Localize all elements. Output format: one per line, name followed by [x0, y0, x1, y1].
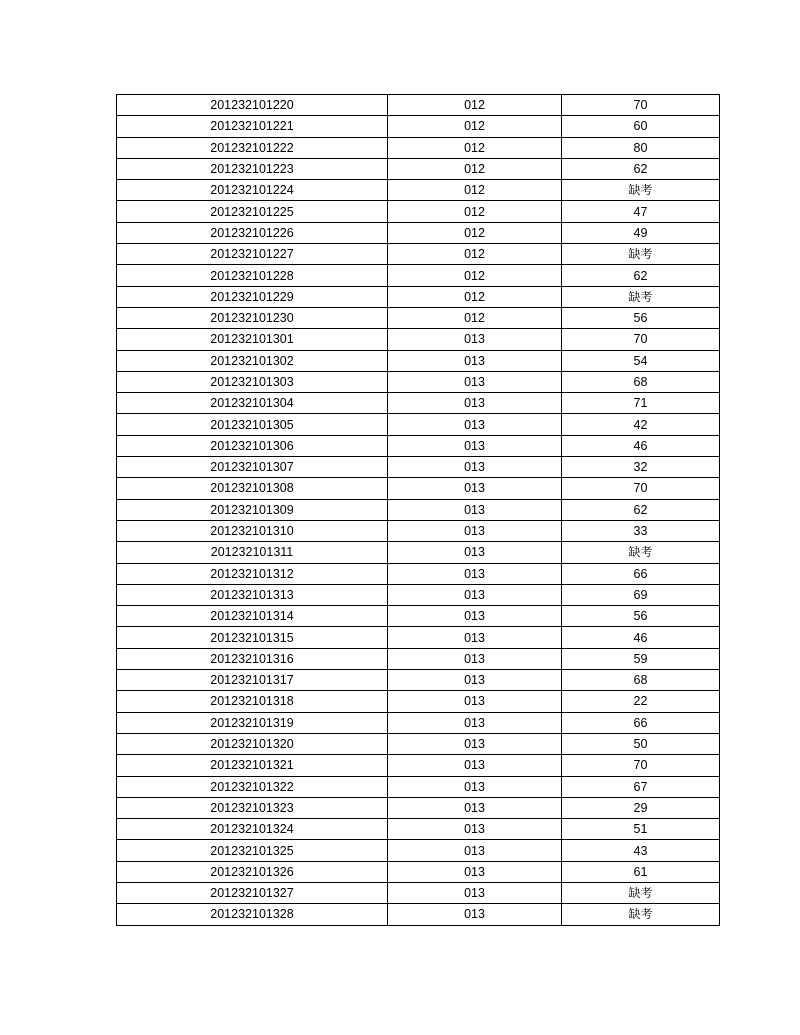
- table-row: [117, 478, 720, 499]
- table-row: [117, 371, 720, 392]
- table-row: [117, 180, 720, 201]
- student-id-cell: 201232101228: [117, 265, 388, 286]
- student-id-cell: 201232101230: [117, 307, 388, 328]
- table-row: [117, 840, 720, 861]
- student-id-cell: 201232101226: [117, 222, 388, 243]
- class-code-cell: 012: [388, 158, 562, 179]
- class-code-cell: 013: [388, 733, 562, 754]
- class-code-cell: 013: [388, 371, 562, 392]
- table-row: [117, 222, 720, 243]
- student-id-cell: 201232101307: [117, 457, 388, 478]
- score-cell: 66: [562, 563, 720, 584]
- student-id-cell: 201232101225: [117, 201, 388, 222]
- class-code-cell: 012: [388, 222, 562, 243]
- score-cell: 32: [562, 457, 720, 478]
- student-id-cell: 201232101319: [117, 712, 388, 733]
- score-cell: 56: [562, 307, 720, 328]
- score-cell: 47: [562, 201, 720, 222]
- table-row: [117, 627, 720, 648]
- student-id-cell: 201232101311: [117, 542, 388, 563]
- student-id-cell: 201232101305: [117, 414, 388, 435]
- table-row: [117, 265, 720, 286]
- student-id-cell: 201232101327: [117, 882, 388, 903]
- class-code-cell: 013: [388, 606, 562, 627]
- table-row: [117, 776, 720, 797]
- class-code-cell: 013: [388, 776, 562, 797]
- student-id-cell: 201232101317: [117, 670, 388, 691]
- score-table-body: [117, 95, 720, 926]
- class-code-cell: 013: [388, 712, 562, 733]
- table-row: [117, 648, 720, 669]
- score-cell: 49: [562, 222, 720, 243]
- score-cell: 缺考: [562, 244, 720, 265]
- student-id-cell: 201232101320: [117, 733, 388, 754]
- score-cell: 46: [562, 435, 720, 456]
- score-cell: 70: [562, 755, 720, 776]
- score-cell: 80: [562, 137, 720, 158]
- table-row: [117, 329, 720, 350]
- class-code-cell: 013: [388, 670, 562, 691]
- class-code-cell: 013: [388, 882, 562, 903]
- class-code-cell: 013: [388, 414, 562, 435]
- class-code-cell: 013: [388, 904, 562, 925]
- table-row: [117, 861, 720, 882]
- table-row: [117, 393, 720, 414]
- score-cell: 54: [562, 350, 720, 371]
- class-code-cell: 013: [388, 563, 562, 584]
- score-cell: 56: [562, 606, 720, 627]
- class-code-cell: 013: [388, 648, 562, 669]
- student-id-cell: 201232101229: [117, 286, 388, 307]
- table-row: [117, 691, 720, 712]
- table-row: [117, 755, 720, 776]
- student-id-cell: 201232101318: [117, 691, 388, 712]
- score-cell: 50: [562, 733, 720, 754]
- class-code-cell: 012: [388, 180, 562, 201]
- table-row: [117, 733, 720, 754]
- score-cell: 70: [562, 95, 720, 116]
- class-code-cell: 013: [388, 691, 562, 712]
- table-row: [117, 882, 720, 903]
- class-code-cell: 013: [388, 520, 562, 541]
- class-code-cell: 012: [388, 307, 562, 328]
- table-row: [117, 904, 720, 925]
- score-cell: 缺考: [562, 882, 720, 903]
- student-id-cell: 201232101224: [117, 180, 388, 201]
- class-code-cell: 012: [388, 137, 562, 158]
- table-row: [117, 457, 720, 478]
- table-row: [117, 116, 720, 137]
- class-code-cell: 013: [388, 861, 562, 882]
- class-code-cell: 013: [388, 840, 562, 861]
- student-id-cell: 201232101314: [117, 606, 388, 627]
- table-row: [117, 499, 720, 520]
- class-code-cell: 013: [388, 457, 562, 478]
- score-cell: 66: [562, 712, 720, 733]
- table-row: [117, 819, 720, 840]
- score-cell: 33: [562, 520, 720, 541]
- score-cell: 60: [562, 116, 720, 137]
- table-row: [117, 670, 720, 691]
- table-row: [117, 201, 720, 222]
- score-cell: 43: [562, 840, 720, 861]
- table-row: [117, 158, 720, 179]
- student-id-cell: 201232101301: [117, 329, 388, 350]
- student-id-cell: 201232101223: [117, 158, 388, 179]
- class-code-cell: 013: [388, 627, 562, 648]
- student-id-cell: 201232101321: [117, 755, 388, 776]
- score-cell: 70: [562, 478, 720, 499]
- score-cell: 62: [562, 499, 720, 520]
- table-row: [117, 286, 720, 307]
- student-id-cell: 201232101322: [117, 776, 388, 797]
- class-code-cell: 013: [388, 393, 562, 414]
- student-id-cell: 201232101309: [117, 499, 388, 520]
- table-row: [117, 584, 720, 605]
- student-id-cell: 201232101303: [117, 371, 388, 392]
- score-cell: 缺考: [562, 180, 720, 201]
- class-code-cell: 012: [388, 95, 562, 116]
- student-id-cell: 201232101323: [117, 797, 388, 818]
- class-code-cell: 013: [388, 755, 562, 776]
- class-code-cell: 013: [388, 819, 562, 840]
- student-id-cell: 201232101304: [117, 393, 388, 414]
- table-row: [117, 520, 720, 541]
- class-code-cell: 012: [388, 116, 562, 137]
- score-cell: 51: [562, 819, 720, 840]
- class-code-cell: 013: [388, 499, 562, 520]
- score-cell: 69: [562, 584, 720, 605]
- student-id-cell: 201232101302: [117, 350, 388, 371]
- score-cell: 59: [562, 648, 720, 669]
- table-row: [117, 137, 720, 158]
- score-cell: 22: [562, 691, 720, 712]
- class-code-cell: 013: [388, 797, 562, 818]
- student-id-cell: 201232101308: [117, 478, 388, 499]
- class-code-cell: 013: [388, 435, 562, 456]
- class-code-cell: 012: [388, 244, 562, 265]
- score-cell: 29: [562, 797, 720, 818]
- student-id-cell: 201232101310: [117, 520, 388, 541]
- score-table: [116, 94, 720, 926]
- class-code-cell: 013: [388, 542, 562, 563]
- class-code-cell: 013: [388, 350, 562, 371]
- table-row: [117, 95, 720, 116]
- student-id-cell: 201232101222: [117, 137, 388, 158]
- class-code-cell: 013: [388, 478, 562, 499]
- table-row: [117, 797, 720, 818]
- score-cell: 46: [562, 627, 720, 648]
- table-row: [117, 563, 720, 584]
- class-code-cell: 012: [388, 201, 562, 222]
- student-id-cell: 201232101221: [117, 116, 388, 137]
- score-cell: 71: [562, 393, 720, 414]
- score-cell: 缺考: [562, 904, 720, 925]
- table-row: [117, 244, 720, 265]
- score-cell: 70: [562, 329, 720, 350]
- score-cell: 61: [562, 861, 720, 882]
- student-id-cell: 201232101325: [117, 840, 388, 861]
- student-id-cell: 201232101313: [117, 584, 388, 605]
- score-cell: 缺考: [562, 542, 720, 563]
- table-row: [117, 414, 720, 435]
- student-id-cell: 201232101316: [117, 648, 388, 669]
- score-cell: 缺考: [562, 286, 720, 307]
- table-row: [117, 606, 720, 627]
- student-id-cell: 201232101326: [117, 861, 388, 882]
- table-row: [117, 542, 720, 563]
- student-id-cell: 201232101306: [117, 435, 388, 456]
- table-row: [117, 712, 720, 733]
- class-code-cell: 012: [388, 286, 562, 307]
- table-row: [117, 435, 720, 456]
- student-id-cell: 201232101328: [117, 904, 388, 925]
- table-row: [117, 350, 720, 371]
- class-code-cell: 012: [388, 265, 562, 286]
- score-cell: 62: [562, 158, 720, 179]
- student-id-cell: 201232101227: [117, 244, 388, 265]
- student-id-cell: 201232101324: [117, 819, 388, 840]
- student-id-cell: 201232101315: [117, 627, 388, 648]
- score-cell: 68: [562, 670, 720, 691]
- score-cell: 62: [562, 265, 720, 286]
- student-id-cell: 201232101312: [117, 563, 388, 584]
- class-code-cell: 013: [388, 329, 562, 350]
- table-row: [117, 307, 720, 328]
- score-cell: 42: [562, 414, 720, 435]
- score-cell: 67: [562, 776, 720, 797]
- student-id-cell: 201232101220: [117, 95, 388, 116]
- score-cell: 68: [562, 371, 720, 392]
- class-code-cell: 013: [388, 584, 562, 605]
